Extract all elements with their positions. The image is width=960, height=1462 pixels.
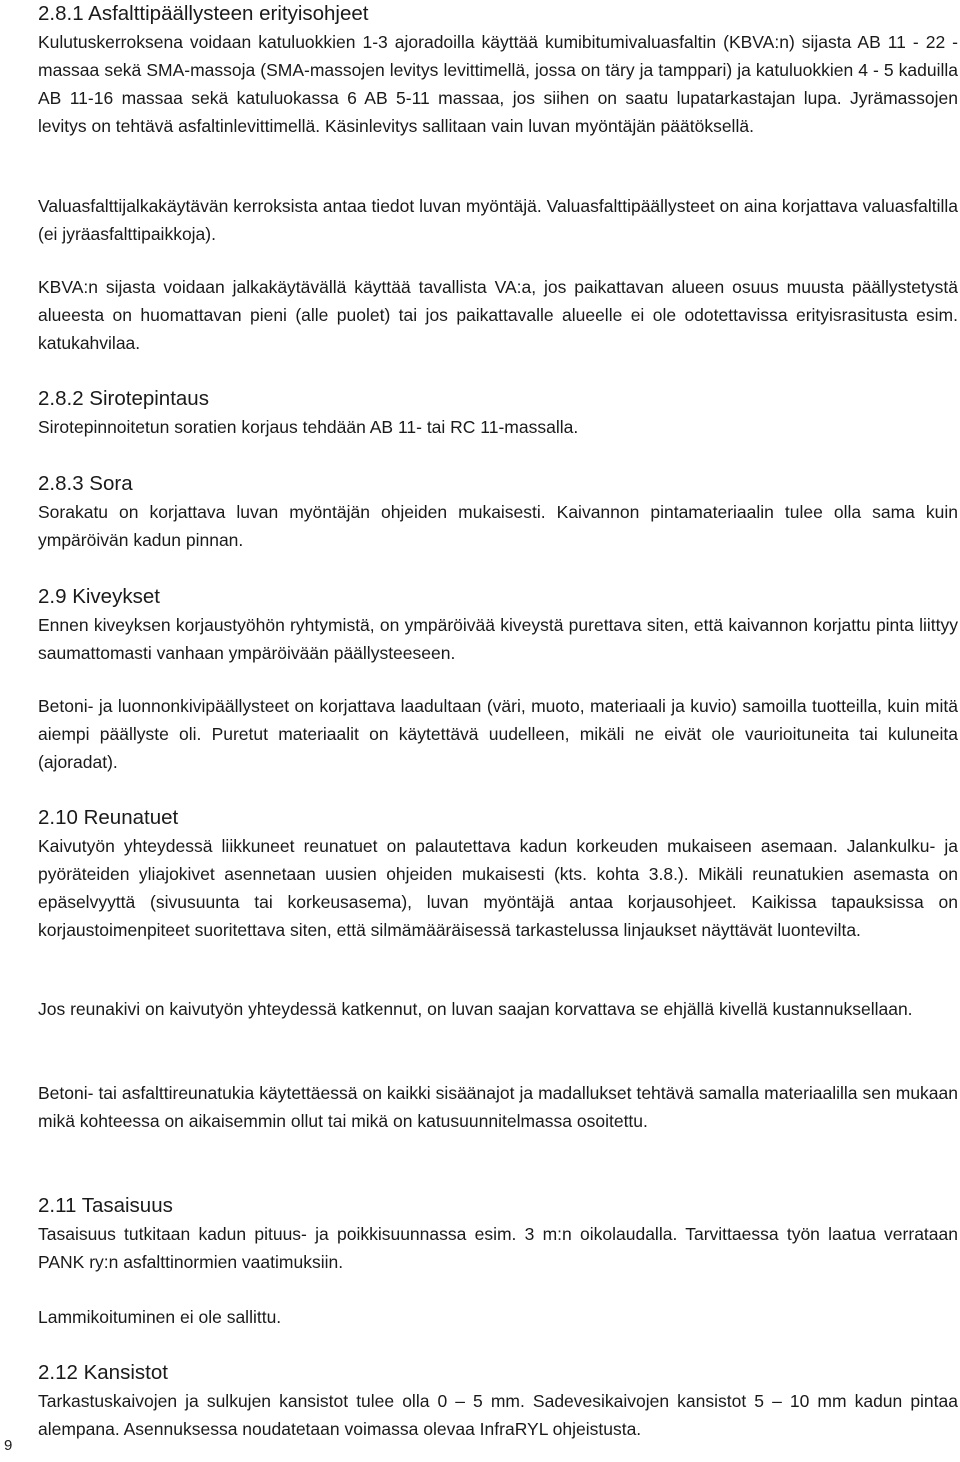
paragraph: Sirotepinnoitetun soratien korjaus tehdään AB 11- tai RC 11-massalla.: [38, 417, 579, 437]
paragraph: Tarkastuskaivojen ja sulkujen kansistot tulee olla 0 – 5 mm. Sadevesikaivojen kansistot 5 – 10 mm kadun pintaa alempana. Asennuksessa noudatetaan voimassa olevaa InfraRYL ohjeistusta.: [38, 1391, 958, 1439]
section-heading: 2.8.2 Sirotepintaus: [38, 387, 209, 410]
paragraph: KBVA:n sijasta voidaan jalkakäytävällä käyttää tavallista VA:a, jos paikattavan alueen osuus muusta päällystetystä alueesta on huomattavan pieni (alle puolet) tai jos paikattavalle alueelle ei ole odotettavissa erityisrasitusta esim. katukahvilaa.: [38, 277, 958, 353]
section-sora: [38, 470, 958, 554]
section-heading: 2.8.1 Asfalttipäällysteen erityisohjeet: [38, 2, 369, 25]
section-reunatuet-cont2: [38, 1079, 958, 1135]
paragraph: Betoni- tai asfalttireunatukia käytettäessä on kaikki sisäänajot ja madallukset tehtävä samalla materiaalilla sen mukaan mikä kohteessa on aikaisemmin ollut tai mikä on katusuunnitelmassa osoitettu.: [38, 1083, 958, 1131]
paragraph: Ennen kiveyksen korjaustyöhön ryhtymistä, on ympäröivää kiveystä purettava siten, että kaivannon korjattu pinta liittyy saumattomasti vanhaan ympäröivään päällysteeseen.: [38, 615, 958, 663]
section-asfalttipaallysteen-erityisohjeet-cont: [38, 192, 958, 248]
paragraph: Valuasfalttijalkakäytävän kerroksista antaa tiedot luvan myöntäjä. Valuasfalttipäällysteet on aina korjattava valuasfaltilla (ei jyräasfalttipaikkoja).: [38, 196, 958, 244]
paragraph: Jos reunakivi on kaivutyön yhteydessä katkennut, on luvan saajan korvattava se ehjällä kivellä kustannuksellaan.: [38, 999, 913, 1019]
paragraph: Tasaisuus tutkitaan kadun pituus- ja poikkisuunnassa esim. 3 m:n oikolaudalla. Tarvittaessa työn laatua verrataan PANK ry:n asfalttinormien vaatimuksiin.: [38, 1224, 958, 1272]
paragraph: Sorakatu on korjattava luvan myöntäjän ohjeiden mukaisesti. Kaivannon pintamateriaalin tulee olla sama kuin ympäröivän kadun pinnan.: [38, 502, 958, 550]
section-kansistot: [38, 1359, 958, 1443]
paragraph: Kaivutyön yhteydessä liikkuneet reunatuet on palautettava kadun korkeuden mukaiseen asemaan. Jalankulku- ja pyöräteiden yliajokivet asennetaan uusien ohjeiden mukaisesti (kts. kohta 3.8.). Mikäli reunatukien asemasta on epäselvyyttä (sivusuunta tai korkeusasema), luvan myöntäjä antaa korjausohjeet. Kaikissa tapauksissa on korjaustoimenpiteet suoritettava siten, että silmämääräisessä tarkastelussa linjaukset näyttävät luontevilta.: [38, 836, 958, 940]
section-reunatuet: [38, 804, 958, 944]
section-tasaisuus-cont: [38, 1303, 958, 1331]
section-tasaisuus: [38, 1192, 958, 1276]
section-reunatuet-cont: [38, 995, 958, 1023]
section-sirotepintaus: [38, 385, 958, 441]
section-kiveykset-cont: [38, 692, 958, 776]
section-heading: 2.11 Tasaisuus: [38, 1194, 173, 1217]
section-heading: 2.10 Reunatuet: [38, 806, 179, 829]
paragraph: Lammikoituminen ei ole sallittu.: [38, 1307, 282, 1327]
paragraph: Betoni- ja luonnonkivipäällysteet on korjattava laadultaan (väri, muoto, materiaali ja kuvio) samoilla tuotteilla, kuin mitä aiempi päällyste oli. Puretut materiaalit on käytettävä uudelleen, mikäli ne eivät ole vaurioituneita tai kuluneita (ajoradat).: [38, 696, 958, 772]
section-heading: 2.9 Kiveykset: [38, 585, 160, 608]
page-number: 9: [4, 1437, 13, 1454]
section-asfalttipaallysteen-erityisohjeet: [38, 0, 958, 140]
section-kiveykset: [38, 583, 958, 667]
section-asfalttipaallysteen-erityisohjeet-cont2: [38, 273, 958, 357]
paragraph: Kulutuskerroksena voidaan katuluokkien 1-3 ajoradoilla käyttää kumibitumivaluasfaltin (KBVA:n) sijasta AB 11 - 22 -massaa sekä SMA-massoja (SMA-massojen levitys levittimellä, jossa on täry ja tamppari) ja katuluokkien 4 - 5 kaduilla AB 11-16 massaa sekä katuluokassa 6 AB 5-11 massaa, jos siihen on saatu lupatarkastajan lupa. Jyrämassojen levitys on tehtävä asfaltinlevittimellä. Käsinlevitys sallitaan vain luvan myöntäjän päätöksellä.: [38, 32, 958, 136]
section-heading: 2.12 Kansistot: [38, 1361, 168, 1384]
section-heading: 2.8.3 Sora: [38, 472, 133, 495]
